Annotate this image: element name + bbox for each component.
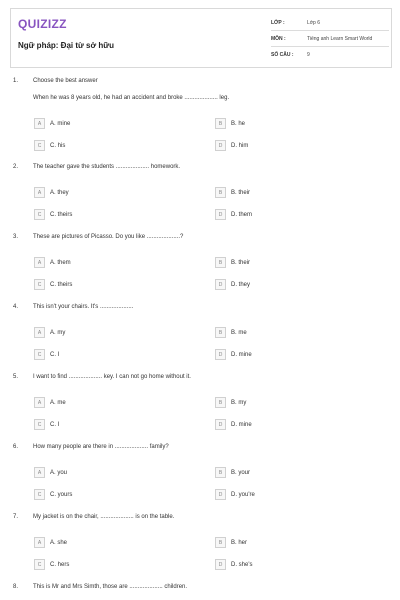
worksheet-meta — [271, 15, 389, 63]
answer-option-b[interactable] — [215, 397, 246, 408]
question-prompt — [13, 514, 174, 524]
option-letter-box[interactable]: A — [34, 327, 45, 338]
option-letter-box[interactable]: A — [34, 397, 45, 408]
question-prompt — [13, 444, 169, 454]
question-number: 3. — [13, 234, 19, 240]
meta-value: Tiếng anh Learn Smart World — [307, 35, 373, 42]
answer-option-a[interactable] — [34, 397, 66, 408]
option-letter-box[interactable]: B — [215, 257, 226, 268]
option-text: D. him — [231, 142, 249, 149]
answer-option-a[interactable] — [34, 537, 67, 548]
question-text: I want to find .................... key. I can not go home without it. — [33, 374, 191, 380]
option-text: B. my — [231, 399, 247, 406]
option-letter-box[interactable]: B — [215, 118, 226, 129]
option-letter-box[interactable]: A — [34, 118, 45, 129]
answer-option-d[interactable] — [215, 279, 250, 290]
option-text: C. his — [50, 142, 66, 149]
answer-option-a[interactable] — [34, 118, 70, 129]
option-text: B. your — [231, 469, 251, 476]
option-text: A. my — [50, 329, 66, 336]
question-text: These are pictures of Picasso. Do you like ....................? — [33, 234, 184, 240]
meta-row-count — [271, 47, 389, 63]
question-text: This isn't your chairs. It's .................... — [33, 304, 134, 310]
answer-option-c[interactable] — [34, 140, 65, 151]
option-text: D. they — [231, 281, 251, 288]
option-text: D. you're — [231, 491, 255, 498]
answer-option-d[interactable] — [215, 349, 252, 360]
answer-option-b[interactable] — [215, 187, 250, 198]
meta-label: LỚP : — [271, 19, 285, 26]
option-text: C. I — [50, 351, 60, 358]
option-text: D. mine — [231, 421, 252, 428]
answer-option-c[interactable] — [34, 209, 72, 220]
option-text: A. they — [50, 189, 69, 196]
option-text: B. their — [231, 189, 251, 196]
answer-option-b[interactable] — [215, 537, 247, 548]
answer-option-d[interactable] — [215, 209, 252, 220]
option-letter-box[interactable]: C — [34, 140, 45, 151]
question-prompt — [13, 78, 98, 88]
option-text: D. mine — [231, 351, 252, 358]
option-text: C. I — [50, 421, 60, 428]
option-text: C. theirs — [50, 281, 73, 288]
option-letter-box[interactable]: C — [34, 559, 45, 570]
worksheet-title: Ngữ pháp: Đại từ sở hữu — [18, 41, 114, 50]
option-letter-box[interactable]: B — [215, 467, 226, 478]
worksheet-header — [10, 8, 392, 68]
option-text: A. them — [50, 259, 71, 266]
option-letter-box[interactable]: D — [215, 489, 226, 500]
option-text: B. her — [231, 539, 248, 546]
question-number: 7. — [13, 514, 19, 520]
question-text: The teacher gave the students .................... homework. — [33, 164, 181, 170]
question-sentence: When he was 8 years old, he had an accident and broke .................... leg. — [33, 95, 230, 101]
meta-label: MÔN : — [271, 35, 286, 42]
answer-option-d[interactable] — [215, 419, 252, 430]
answer-option-a[interactable] — [34, 327, 65, 338]
meta-row-subject — [271, 31, 389, 47]
meta-row-class — [271, 15, 389, 31]
answer-option-d[interactable] — [215, 489, 255, 500]
option-letter-box[interactable]: A — [34, 257, 45, 268]
question-text: My jacket is on the chair, .................... is on the table. — [33, 514, 175, 520]
question-text: How many people are there in .................... family? — [33, 444, 169, 450]
option-letter-box[interactable]: C — [34, 489, 45, 500]
meta-value: Lớp 6 — [307, 19, 321, 26]
question-prompt — [13, 584, 187, 594]
option-letter-box[interactable]: D — [215, 140, 226, 151]
option-letter-box[interactable]: C — [34, 209, 45, 220]
option-letter-box[interactable]: D — [215, 559, 226, 570]
question-number: 8. — [13, 584, 19, 590]
answer-option-c[interactable] — [34, 419, 59, 430]
question-prompt — [13, 374, 191, 384]
option-letter-box[interactable]: D — [215, 279, 226, 290]
answer-option-a[interactable] — [34, 257, 71, 268]
option-text: A. she — [50, 539, 68, 546]
meta-value: 9 — [307, 52, 310, 58]
question-prompt — [13, 164, 180, 174]
answer-option-b[interactable] — [215, 118, 245, 129]
option-letter-box[interactable]: C — [34, 349, 45, 360]
option-text: C. theirs — [50, 211, 73, 218]
question-prompt — [13, 304, 133, 314]
question-number: 2. — [13, 164, 19, 170]
option-letter-box[interactable]: B — [215, 187, 226, 198]
option-letter-box[interactable]: B — [215, 327, 226, 338]
meta-label: SỐ CÂU : — [271, 52, 294, 58]
answer-option-c[interactable] — [34, 279, 72, 290]
option-letter-box[interactable]: D — [215, 349, 226, 360]
answer-option-b[interactable] — [215, 327, 247, 338]
question-text: This is Mr and Mrs Simth, those are .................... children. — [33, 584, 188, 590]
question-number: 4. — [13, 304, 19, 310]
option-text: B. he — [231, 120, 246, 127]
answer-option-d[interactable] — [215, 140, 248, 151]
question-text: Choose the best answer — [33, 78, 98, 84]
answer-option-c[interactable] — [34, 559, 69, 570]
option-letter-box[interactable]: B — [215, 397, 226, 408]
option-letter-box[interactable]: A — [34, 537, 45, 548]
option-text: A. you — [50, 469, 68, 476]
answer-option-d[interactable] — [215, 559, 253, 570]
option-text: D. she's — [231, 561, 253, 568]
answer-option-a[interactable] — [34, 467, 67, 478]
option-letter-box[interactable]: C — [34, 419, 45, 430]
question-prompt — [13, 234, 183, 244]
option-letter-box[interactable]: D — [215, 209, 226, 220]
answer-option-a[interactable] — [34, 187, 69, 198]
quizizz-logo: QUIZIZZ — [18, 17, 67, 31]
question-number: 1. — [13, 78, 19, 84]
answer-option-b[interactable] — [215, 467, 250, 478]
question-number: 6. — [13, 444, 19, 450]
option-text: B. their — [231, 259, 251, 266]
option-text: A. me — [50, 399, 66, 406]
option-letter-box[interactable]: D — [215, 419, 226, 430]
option-text: C. yours — [50, 491, 73, 498]
option-letter-box[interactable]: A — [34, 187, 45, 198]
answer-option-b[interactable] — [215, 257, 250, 268]
option-text: D. them — [231, 211, 253, 218]
option-text: A. mine — [50, 120, 71, 127]
option-letter-box[interactable]: C — [34, 279, 45, 290]
option-text: B. me — [231, 329, 247, 336]
answer-option-c[interactable] — [34, 489, 72, 500]
option-text: C. hers — [50, 561, 70, 568]
option-letter-box[interactable]: B — [215, 537, 226, 548]
answer-option-c[interactable] — [34, 349, 59, 360]
option-letter-box[interactable]: A — [34, 467, 45, 478]
question-number: 5. — [13, 374, 19, 380]
